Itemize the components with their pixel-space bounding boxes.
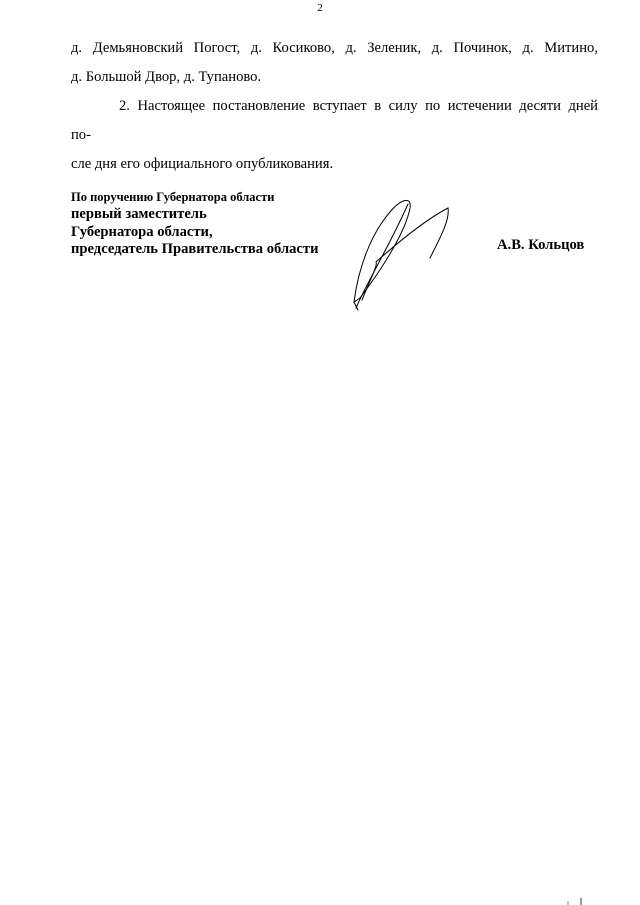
continuation-line-2: д. Большой Двор, д. Тупаново. xyxy=(71,69,262,85)
handwritten-signature-icon xyxy=(340,190,460,315)
signatory-note: По поручению Губернатора области xyxy=(71,190,275,204)
signatory-block xyxy=(71,188,318,259)
signatory-title-line-1: первый заместитель xyxy=(71,206,207,222)
item-2-line-2: сле дня его официального опубликования. xyxy=(71,156,334,172)
page-number: 2 xyxy=(317,2,323,14)
signatory-title-line-2: Губернатора области, xyxy=(71,223,213,240)
item-2-line-1: 2. Настоящее постановление вступает в силу по истечении десяти дней по- xyxy=(71,98,598,143)
continuation-line-1: д. Демьяновский Погост, д. Косиково, д. Зеленик, д. Починок, д. Митино, xyxy=(71,40,598,56)
signatory-title-line-3: председатель Правительства области xyxy=(71,241,319,257)
signer-name: А.В. Кольцов xyxy=(497,237,585,253)
document-body xyxy=(71,34,598,179)
scan-marks-icon xyxy=(566,898,586,905)
